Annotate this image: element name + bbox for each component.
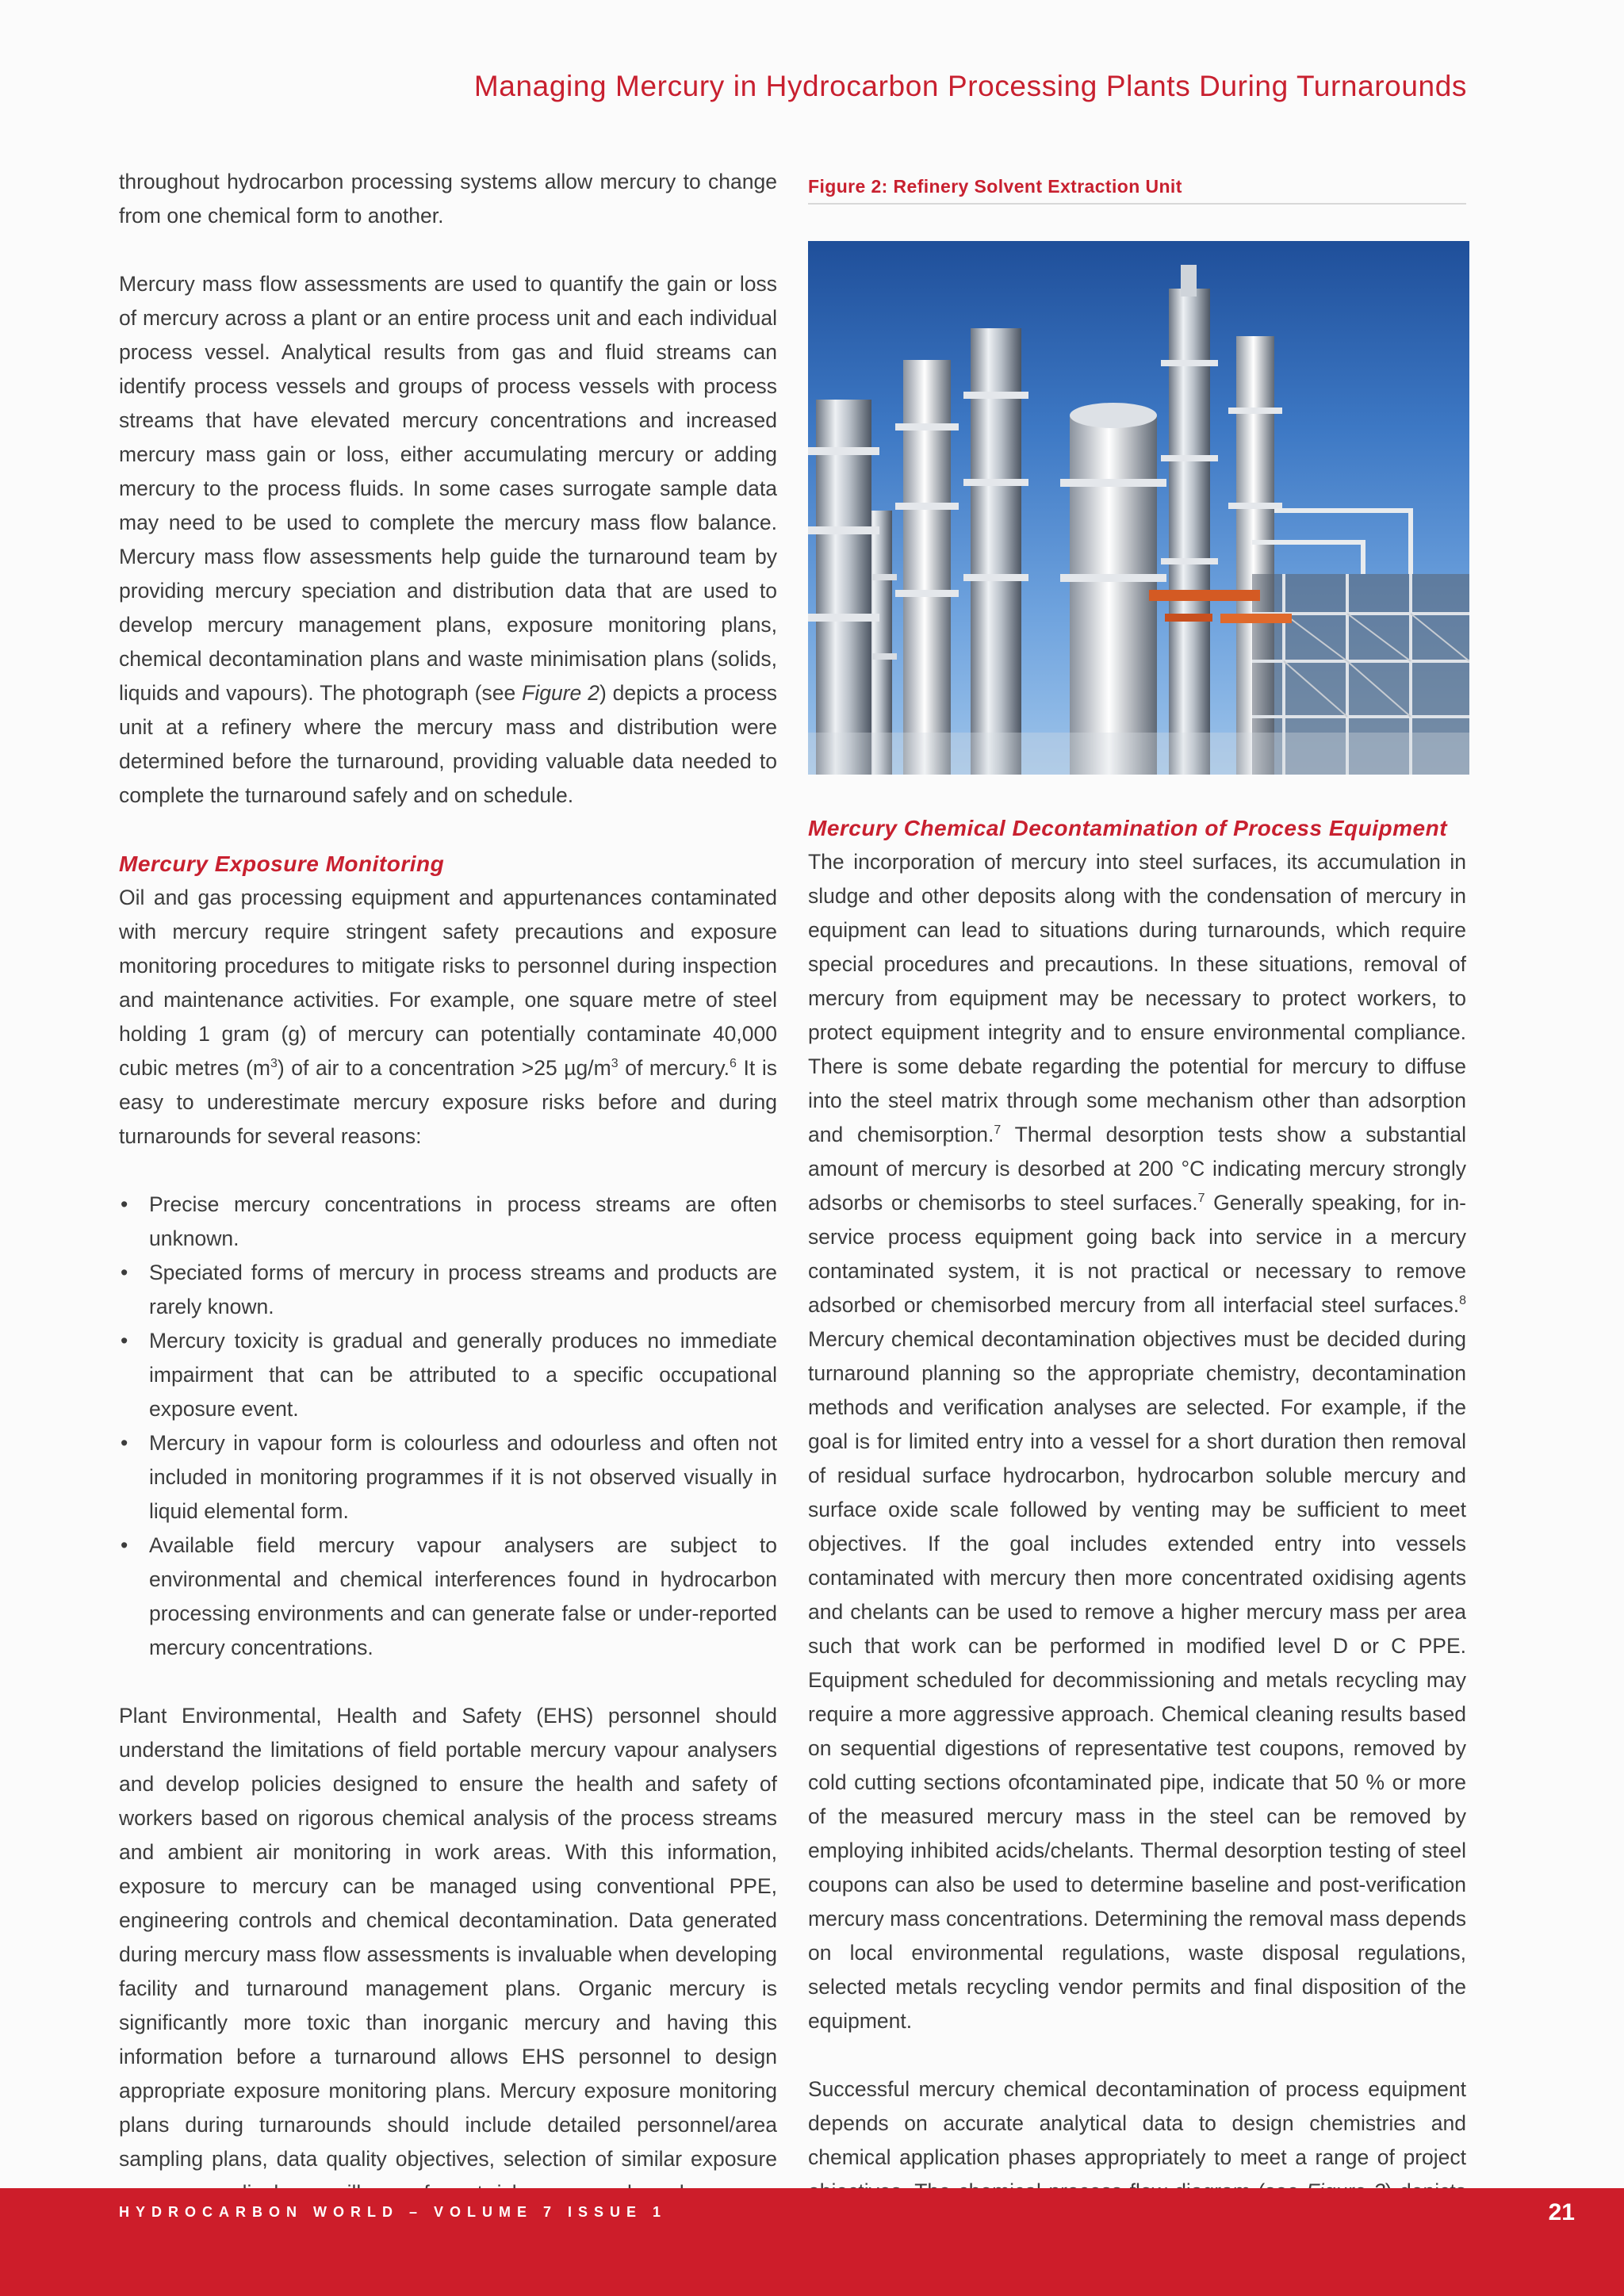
- list-item: • Precise mercury concentrations in process streams are often unknown.: [119, 1188, 777, 1256]
- footnote-ref: 7: [994, 1123, 1002, 1137]
- refinery-photo: [808, 241, 1469, 775]
- paragraph-mass-flow: Mercury mass flow assessments are used to quantify the gain or loss of mercury across a plant or an entire process unit and each individual process vessel. Analytical results from gas and fluid streams can identify process vessels and groups of process vessels with process streams that have elevated mercury concentrations and increased mercury mass gain or loss, either accumulating mercury or adding mercury to the process fluids. In some cases surrogate sample data may need to be used to complete the mercury mass flow balance. Mercury mass flow assessments help guide the turnaround team by providing mercury speciation and distribution data that are used to develop mercury management plans, exposure monitoring plans, chemical decontamination plans and waste minimisation plans (solids, liquids and vapours). The photograph (see Figure 2) depicts a process unit at a refinery where the mercury mass and distribution were determined before the turnaround, providing valuable data needed to complete the turnaround safely and on schedule.: [119, 272, 778, 807]
- paragraph-intro-continued: throughout hydrocarbon processing systems allow mercury to change from one chemical form to another.: [119, 170, 777, 228]
- section-heading-exposure: Mercury Exposure Monitoring: [119, 851, 445, 876]
- footer-bar: [0, 2188, 1624, 2296]
- section-heading-decontamination: Mercury Chemical Decontamination of Process Equipment: [808, 816, 1448, 840]
- paragraph-exposure: Oil and gas processing equipment and appurtenances contaminated with mercury require stringent safety precautions and exposure monitoring procedures to mitigate risks to personnel during inspection and maintenance activities. For example, one square metre of steel holding 1 gram (g) of mercury can potentially contaminate 40,000 cubic metres $(m^3)$ of air to a concentration >25 $\mu g/m^3$ of mercury.$^6$ It is easy to underestimate mercury exposure risks before and during turnarounds for several reasons:: [119, 886, 777, 1148]
- risk-reasons-list: [119, 1188, 777, 1665]
- list-item: • Mercury in vapour form is colourless and odourless and often not included in monitoring programmes if it is not observed visually in liquid elemental form.: [119, 1426, 777, 1529]
- page-number: 21: [1548, 2199, 1575, 2225]
- list-item: • Available field mercury vapour analysers are subject to environmental and chemical interferences found in hydrocarbon processing environments and can generate false or under-reported mercury concentrations.: [119, 1529, 777, 1665]
- paragraph-decontamination: The incorporation of mercury into steel surfaces, its accumulation in sludge and other deposits along with the condensation of mercury in equipment can lead to situations during turnarounds, which require special procedures and precautions. In these situations, removal of mercury from equipment may be necessary to protect workers, to protect equipment integrity and to ensure environmental compliance. There is some debate regarding the potential for mercury to diffuse into the steel matrix through some mechanism other than adsorption and chemisorption.$^7$ Thermal desorption tests show a substantial amount of mercury is desorbed at 200 °C indicating mercury strongly adsorbs or chemisorbs to steel surfaces.$^7$ Generally speaking, for in-service process equipment going back into service in a mercury contaminated system, it is not practical or necessary to remove adsorbed or chemisorbed mercury from all interfacial steel surfaces.$^8$ Mercury chemical decontamination objectives must be decided during turnaround planning so the appropriate chemistry, decontamination methods and verification analyses are selected. For example, if the goal is for limited entry into a vessel for a short duration then removal of residual surface hydrocarbon, hydrocarbon soluble mercury and surface oxide scale followed by venting may be sufficient to meet objectives. If the goal includes extended entry into vessels contaminated with mercury then more concentrated oxidising agents and chelants can be used to remove a higher mercury mass per area such that work can be performed in modified level D or C PPE. Equipment scheduled for decommissioning and metals recycling may require a more aggressive approach. Chemical cleaning results based on sequential digestions of representative test coupons, removed by cold cutting sections ofcontaminated pipe, indicate that 50 % or more of the measured mercury mass in the steel can be removed by employing inhibited acids/chelants. Thermal desorption testing of steel coupons can also be used to determine baseline and post-verification mercury mass concentrations. Determining the removal mass depends on local environmental regulations, waste disposal regulations, selected metals recycling vendor permits and final disposition of the equipment.: [808, 850, 1467, 2033]
- right-column: [808, 165, 1466, 2243]
- paragraph-successful-decontamination: Successful mercury chemical decontamination of process equipment depends on accurate analytical data to design chemistries and chemical application phases appropriately to meet a range of project: [808, 2072, 1466, 2243]
- figure-caption: Figure 2: Refinery Solvent Extraction Unit: [808, 165, 1466, 205]
- bullet-icon: •: [121, 1533, 128, 1557]
- footnote-ref: 8: [1459, 1294, 1466, 1307]
- refinery-illustration: [808, 241, 1469, 775]
- bullet-icon: •: [121, 1192, 128, 1216]
- journal-name: HYDROCARBON WORLD – VOLUME 7 ISSUE 1: [119, 2204, 668, 2220]
- footnote-ref: 6: [730, 1057, 737, 1070]
- footnote-ref: 7: [1197, 1192, 1205, 1205]
- running-title: Managing Mercury in Hydrocarbon Processing Plants During Turnarounds: [473, 70, 1467, 102]
- bullet-icon: •: [121, 1431, 128, 1455]
- paragraph-ehs: Plant Environmental, Health and Safety (EHS) personnel should understand the limitations of field portable mercury vapour analysers and develop policies designed to ensure the health and safety of workers based on rigorous chemical analysis of the process streams and ambient air monitoring in work areas. With this information, exposure to mercury can be managed using conventional PPE, engineering controls and chemical decontamination. Data generated during mercury mass flow assessments is invaluable when developing facility and turnaround management plans. Organic mercury is significantly more toxic than inorganic mercury and having this information before a turnaround allows EHS personnel to design appropriate exposure monitoring plans. Mercury exposure monitoring plans during turnarounds should include detailed personnel/area sampling plans, data quality objectives, selection of similar exposure: [119, 1704, 777, 2171]
- list-item: • Mercury toxicity is gradual and generally produces no immediate impairment that can be attributed to a specific occupational exposure event.: [119, 1324, 777, 1426]
- left-column: [119, 165, 777, 2244]
- figure-reference: Figure 2: [522, 681, 599, 705]
- list-item: • Speciated forms of mercury in process streams and products are rarely known.: [119, 1256, 777, 1324]
- bullet-icon: •: [121, 1329, 128, 1353]
- bullet-icon: •: [121, 1261, 128, 1284]
